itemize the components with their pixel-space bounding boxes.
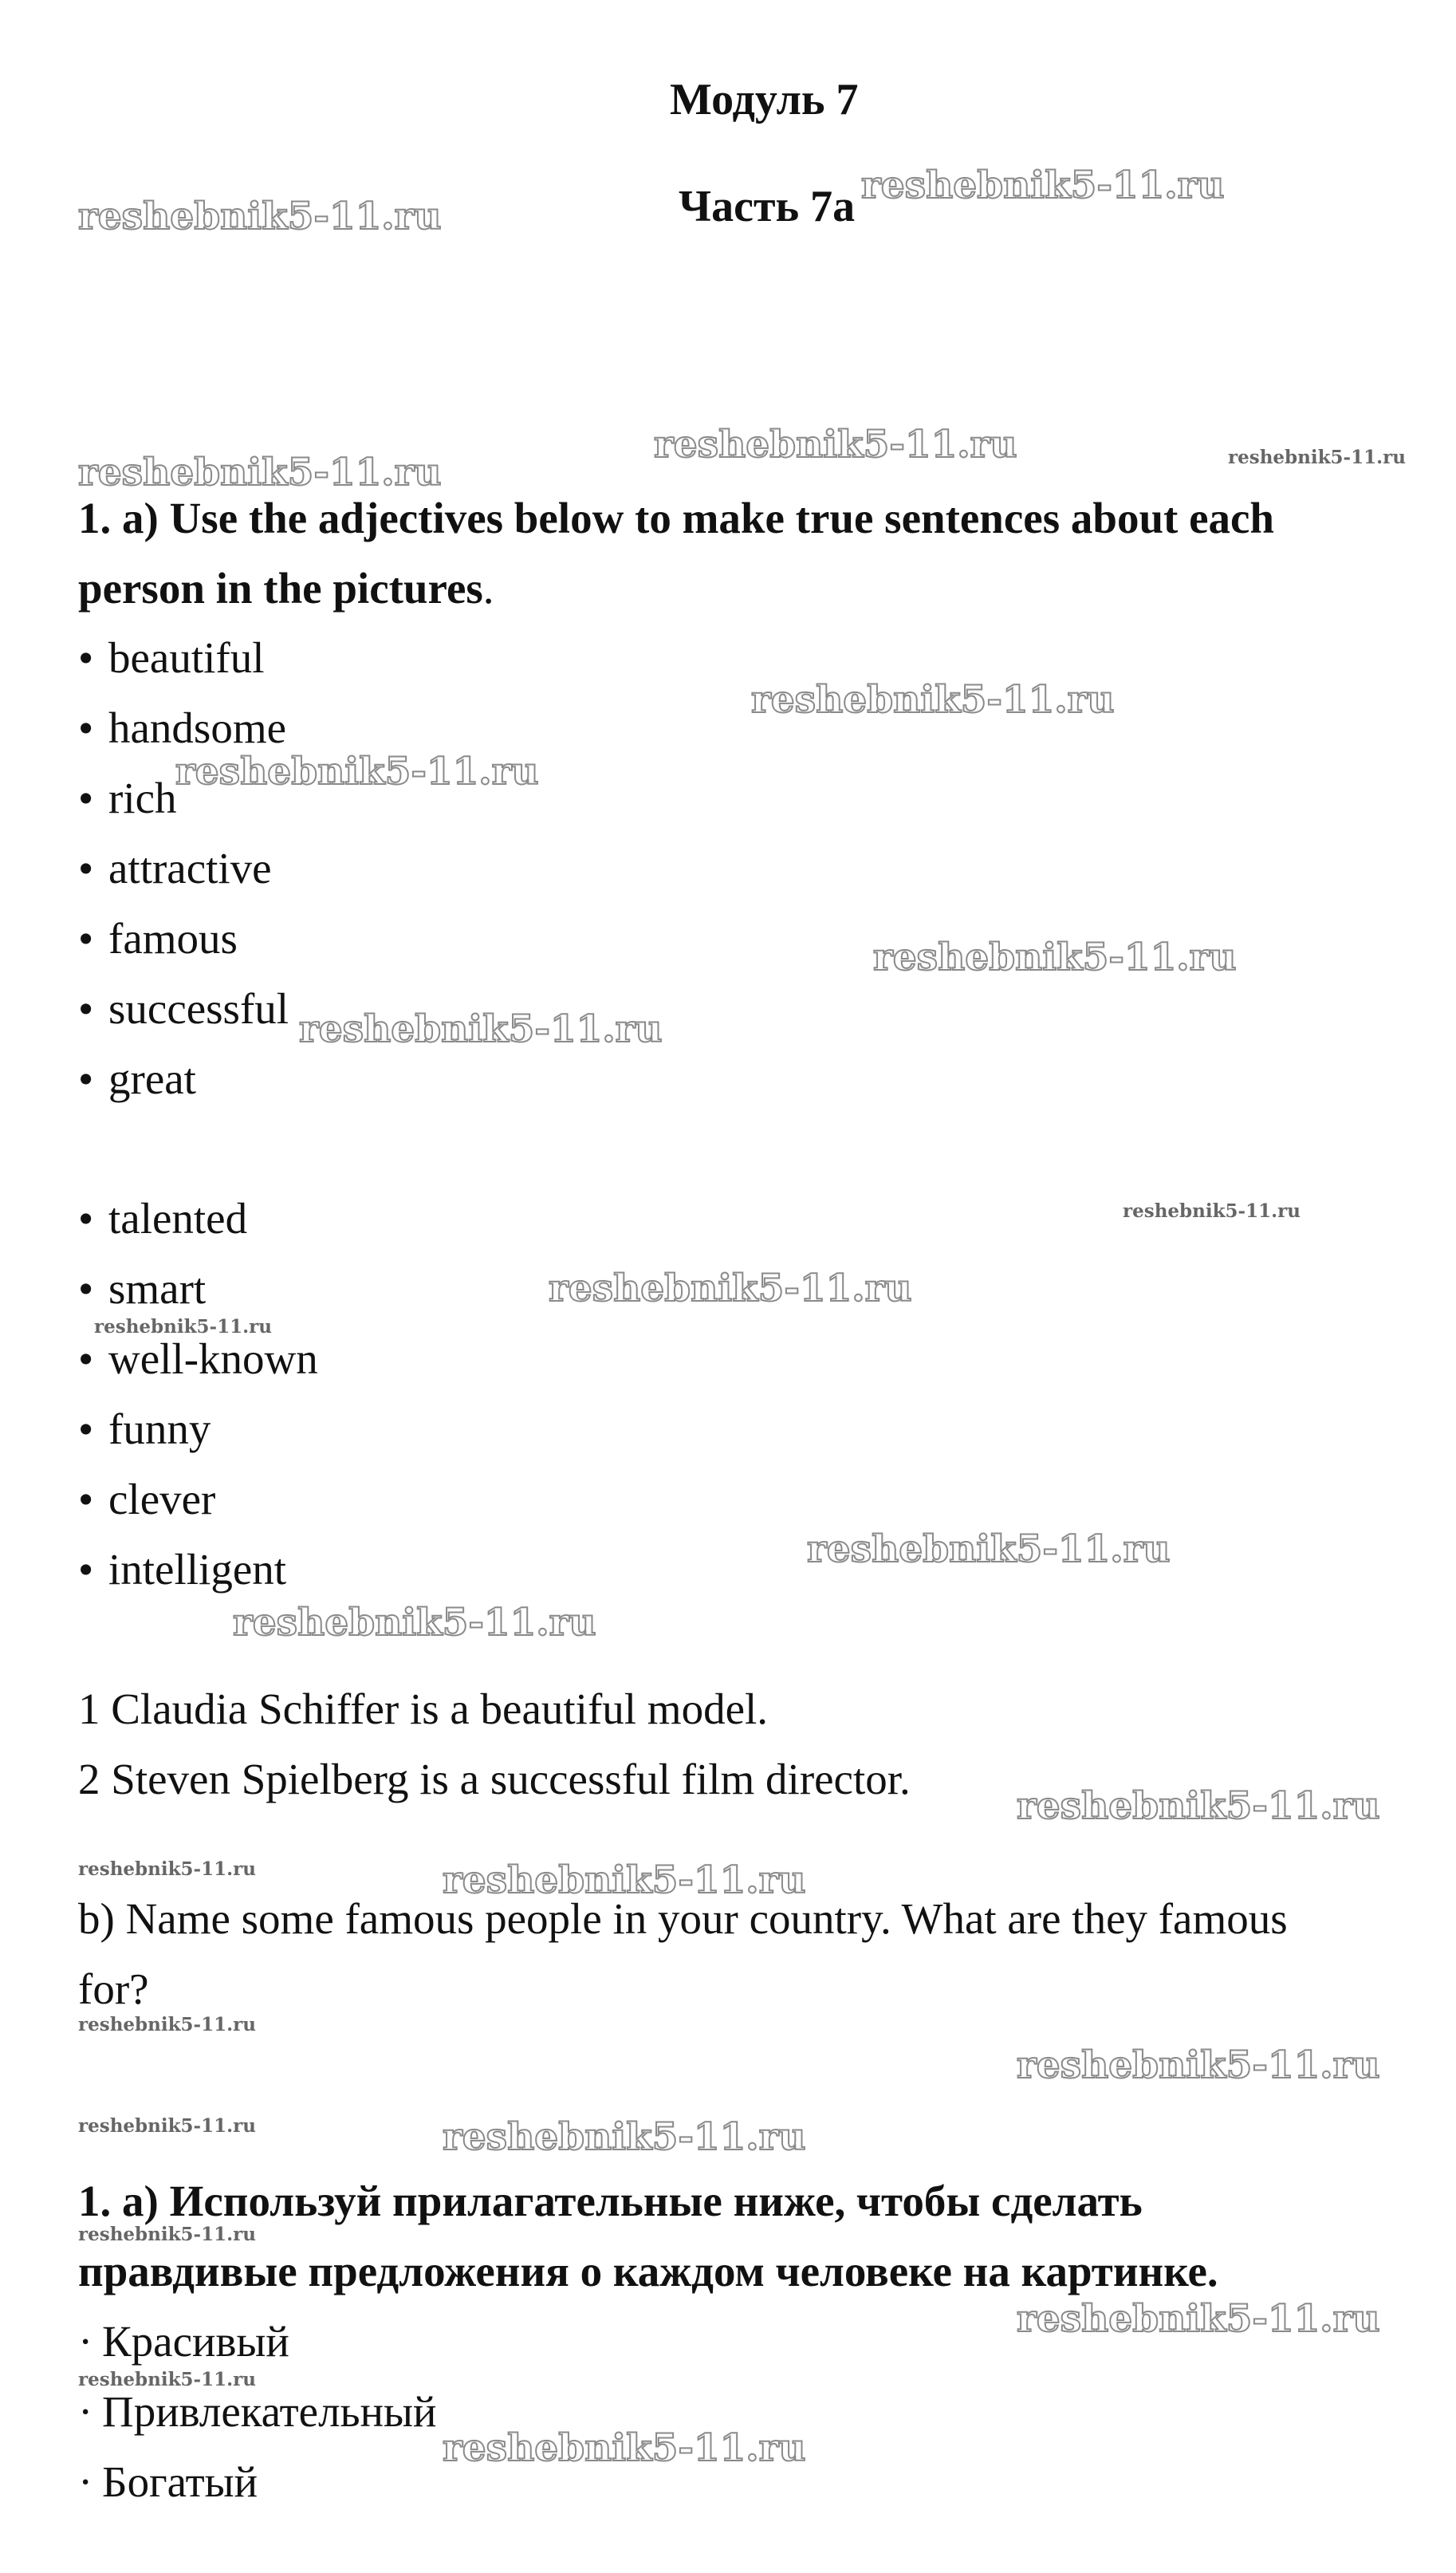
bullet-dot: • xyxy=(78,633,94,682)
adjective-item xyxy=(78,1053,196,1105)
watermark: reshebnik5-11.ru xyxy=(299,1007,663,1051)
watermark-small: reshebnik5-11.ru xyxy=(78,1858,256,1880)
adjective-text: beautiful xyxy=(108,633,265,682)
watermark-small: reshebnik5-11.ru xyxy=(78,2115,256,2137)
bullet-dot: • xyxy=(78,1475,94,1523)
watermark: reshebnik5-11.ru xyxy=(873,936,1237,979)
ru-adjective-text: Привлекательный xyxy=(102,2387,437,2436)
bullet-dot: • xyxy=(78,1405,94,1453)
adjective-item xyxy=(78,1543,286,1596)
exercise-title-punct: . xyxy=(482,564,494,613)
bullet-dot: • xyxy=(78,774,94,822)
watermark: reshebnik5-11.ru xyxy=(175,750,539,794)
watermark: reshebnik5-11.ru xyxy=(751,678,1115,722)
watermark: reshebnik5-11.ru xyxy=(233,1601,596,1645)
bullet-dot: • xyxy=(78,703,94,752)
adjective-text: clever xyxy=(108,1475,216,1523)
ru-exercise-title-line1: 1. а) Используй прилагательные ниже, чтобы сделать xyxy=(78,2177,1143,2225)
adjective-item xyxy=(78,772,177,825)
ru-adjective-item xyxy=(78,2386,436,2438)
part-title: Часть 7а xyxy=(679,182,856,231)
adjective-text: intelligent xyxy=(108,1545,287,1594)
adjective-item xyxy=(78,632,264,684)
adjective-text: smart xyxy=(108,1264,207,1313)
ru-adjective-item xyxy=(78,2315,289,2368)
adjective-text: funny xyxy=(108,1405,211,1453)
part-b-line1: b) Name some famous people in your country. What are they famous xyxy=(78,1894,1288,1943)
part-b-line2: for? xyxy=(78,1964,149,2013)
adjective-item xyxy=(78,983,289,1035)
watermark: reshebnik5-11.ru xyxy=(807,1527,1171,1571)
watermark: reshebnik5-11.ru xyxy=(1017,2297,1380,2341)
adjective-item xyxy=(78,1192,247,1245)
bullet-dot: • xyxy=(78,1334,94,1383)
watermark: reshebnik5-11.ru xyxy=(1017,2043,1380,2087)
watermark: reshebnik5-11.ru xyxy=(549,1267,912,1310)
adjective-text: attractive xyxy=(108,844,272,892)
adjective-item xyxy=(78,842,272,895)
watermark-small: reshebnik5-11.ru xyxy=(1228,447,1406,468)
watermark: reshebnik5-11.ru xyxy=(443,2426,806,2470)
watermark-small: reshebnik5-11.ru xyxy=(78,2014,256,2035)
module-title: Модуль 7 xyxy=(670,75,859,124)
exercise-title-line2-text: person in the pictures xyxy=(78,564,483,613)
ru-adjective-text: Красивый xyxy=(102,2317,289,2366)
bullet-dot: · xyxy=(78,2387,93,2436)
watermark: reshebnik5-11.ru xyxy=(443,2115,806,2159)
watermark: reshebnik5-11.ru xyxy=(78,195,442,238)
bullet-dot: • xyxy=(78,1194,94,1243)
adjective-text: talented xyxy=(108,1194,248,1243)
ru-adjective-item xyxy=(78,2456,258,2508)
adjective-text: great xyxy=(108,1054,196,1103)
watermark: reshebnik5-11.ru xyxy=(861,164,1225,207)
watermark-small: reshebnik5-11.ru xyxy=(94,1316,272,1338)
example-sentence: 1 Claudia Schiffer is a beautiful model. xyxy=(78,1684,769,1733)
watermark: reshebnik5-11.ru xyxy=(1017,1784,1380,1828)
watermark-small: reshebnik5-11.ru xyxy=(78,2369,256,2390)
bullet-dot: • xyxy=(78,1545,94,1594)
adjective-item xyxy=(78,1263,206,1315)
watermark: reshebnik5-11.ru xyxy=(78,451,442,495)
ru-adjective-text: Богатый xyxy=(102,2457,258,2506)
adjective-item xyxy=(78,1473,215,1526)
watermark: reshebnik5-11.ru xyxy=(443,1858,806,1902)
bullet-dot: • xyxy=(78,914,94,963)
adjective-item xyxy=(78,912,238,965)
exercise-title-line2 xyxy=(78,562,494,615)
adjective-text: successful xyxy=(108,984,289,1033)
example-sentence: 2 Steven Spielberg is a successful film director. xyxy=(78,1755,911,1803)
watermark: reshebnik5-11.ru xyxy=(654,423,1017,467)
bullet-dot: • xyxy=(78,984,94,1033)
adjective-item xyxy=(78,1403,211,1456)
watermark-small: reshebnik5-11.ru xyxy=(78,2224,256,2245)
bullet-dot: • xyxy=(78,1054,94,1103)
exercise-title-line1: 1. a) Use the adjectives below to make true sentences about each xyxy=(78,494,1275,542)
adjective-text: well-known xyxy=(108,1334,318,1383)
adjective-item xyxy=(78,1333,318,1385)
ru-exercise-title-line2: правдивые предложения о каждом человеке на картинке. xyxy=(78,2247,1218,2295)
bullet-dot: · xyxy=(78,2317,93,2366)
adjective-item xyxy=(78,702,286,755)
adjective-text: handsome xyxy=(108,703,287,752)
bullet-dot: · xyxy=(78,2457,93,2506)
adjective-text: famous xyxy=(108,914,238,963)
bullet-dot: • xyxy=(78,1264,94,1313)
adjective-text: rich xyxy=(108,774,177,822)
watermark-small: reshebnik5-11.ru xyxy=(1123,1200,1301,1222)
bullet-dot: • xyxy=(78,844,94,892)
